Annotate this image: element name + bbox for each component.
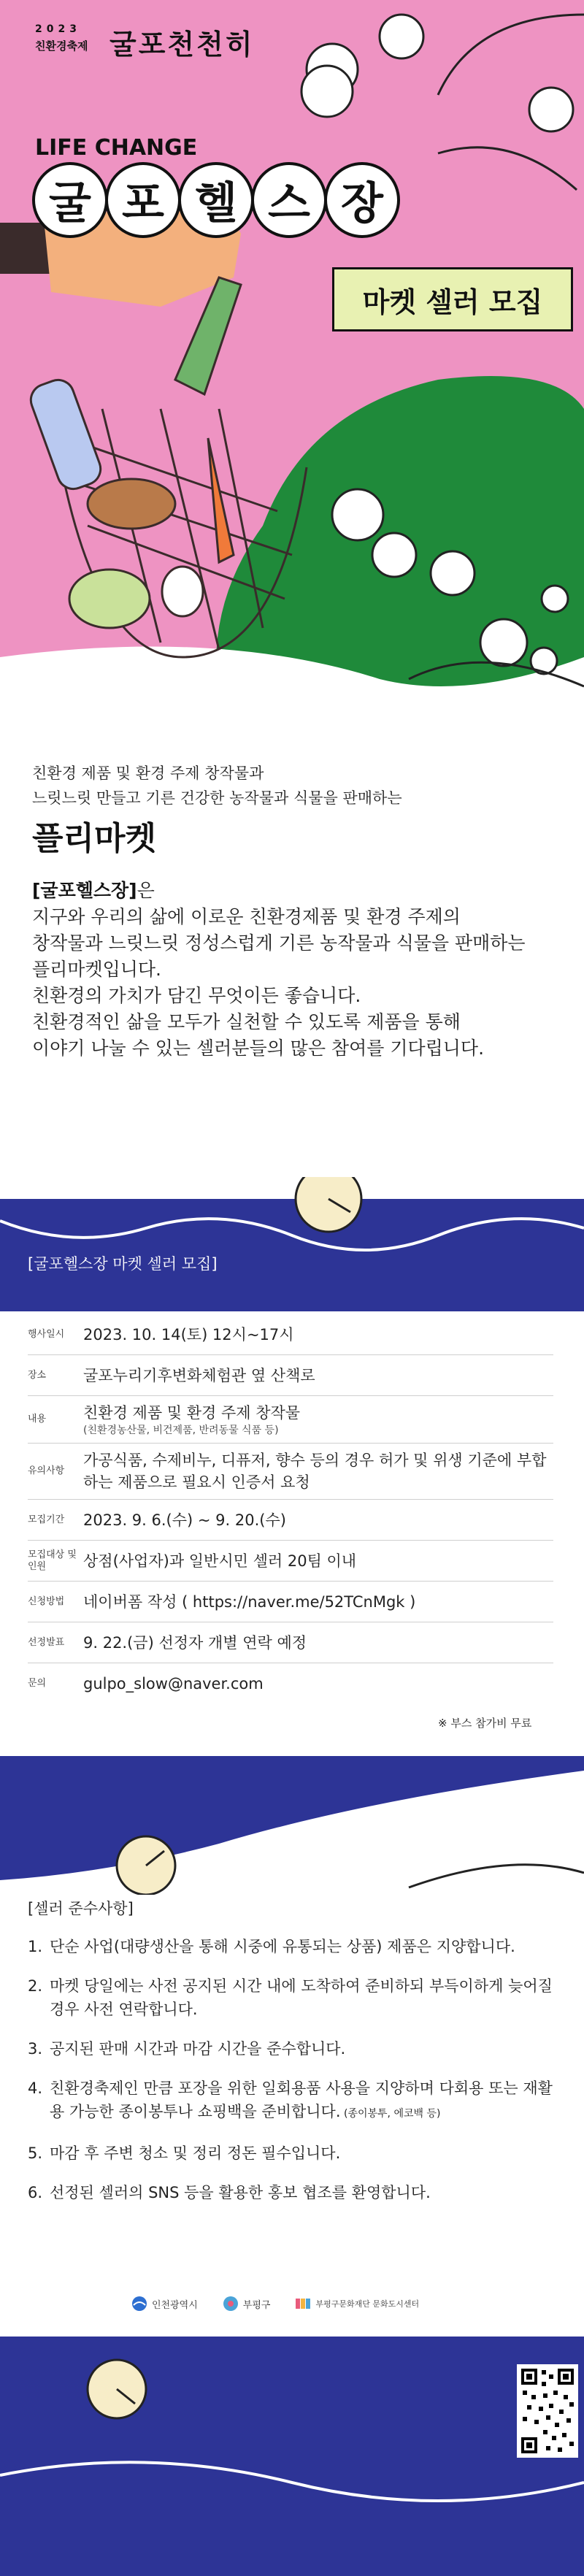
info-label: 모집기간: [28, 1514, 65, 1525]
intro-line: 플리마켓입니다.: [32, 959, 161, 980]
title-char: 스: [251, 162, 327, 238]
curve-line: [438, 147, 577, 190]
fee-note: ※ 부스 참가비 무료: [438, 1717, 532, 1730]
rule-text: 단순 사업(대량생산을 통해 시중에 유통되는 상품) 제품은 지양합니다.: [50, 1938, 515, 1955]
info-value-main: 친환경 제품 및 환경 주제 창작물: [83, 1404, 301, 1422]
brand-subtitle: 친환경축제: [35, 39, 88, 53]
info-value-note: (친환경농산물, 비건제품, 반려동물 식품 등): [83, 1425, 279, 1436]
intro-sub-line: 느릿느릿 만들고 기른 건강한 농작물과 식물을 판매하는: [32, 789, 402, 807]
rule-number: 5.: [28, 2144, 43, 2162]
intro-line-rest: 은: [137, 880, 155, 901]
rule-text: [50, 2077, 561, 2125]
footer-band: [0, 2337, 584, 2576]
info-label: 유의사항: [28, 1465, 65, 1476]
info-label: 행사일시: [28, 1328, 65, 1340]
logo-text: 부평구: [242, 2299, 271, 2311]
rule-number: 1.: [28, 1938, 43, 1955]
rule-text: 마감 후 주변 청소 및 정리 정돈 필수입니다.: [50, 2144, 341, 2162]
qr-code-icon[interactable]: [517, 2364, 578, 2458]
deco-circle: [431, 551, 474, 595]
rule-text-main: 친환경축제인 만큼 포장을 위한 일회용품 사용을 지양하며 다회용 또는 재활용 가능한 종이봉투나 쇼핑백을 준비합니다.: [50, 2079, 553, 2120]
rule-number: 6.: [28, 2184, 43, 2201]
logo-text: 부평구문화재단 문화도시센터: [315, 2299, 420, 2309]
rule-text: 선정된 셀러의 SNS 등을 활용한 홍보 협조를 환영합니다.: [50, 2184, 431, 2201]
info-row: [28, 1314, 553, 1355]
details-section-title: [굴포헬스장 마켓 셀러 모집]: [28, 1255, 218, 1273]
vegetable-shape: [88, 479, 175, 529]
intro-line: 친환경적인 삶을 모두가 실천할 수 있도록 제품을 통해: [32, 1011, 461, 1032]
rule-number: 3.: [28, 2040, 43, 2058]
hero-illustration: [0, 0, 584, 701]
bupyeong-logo-icon: [223, 2296, 239, 2312]
info-row: [28, 1663, 553, 1704]
curve-line: [438, 15, 584, 95]
title-char: 장: [324, 162, 400, 238]
rule-text: 마켓 당일에는 사전 공지된 시간 내에 도착하여 준비하되 부득이하게 늦어질 경우 사전 연락합니다.: [50, 1977, 553, 2018]
intro-line: 친환경의 가치가 담긴 무엇이든 좋습니다.: [32, 985, 361, 1006]
info-value: 가공식품, 수제비누, 디퓨저, 향수 등의 경우 허가 및 위생 기준에 부합하는 제품으로 필요시 인증서 요청: [83, 1452, 547, 1491]
info-value: 굴포누리기후변화체험관 옆 산책로: [83, 1366, 315, 1384]
intro-body: [32, 878, 558, 1062]
intro-line: [32, 878, 558, 904]
info-value: 2023. 9. 6.(수) ~ 9. 20.(수): [83, 1511, 286, 1529]
incheon-logo-icon: [131, 2296, 147, 2312]
foundation-logo-icon: [295, 2296, 311, 2312]
info-row: [28, 1582, 553, 1622]
rule-item: [28, 1974, 561, 2021]
details-band: [0, 1177, 584, 1311]
logo-incheon: [131, 2296, 198, 2312]
info-label: 내용: [28, 1414, 47, 1425]
info-row: [28, 1355, 553, 1396]
intro-line: 이야기 나눌 수 있는 셀러분들의 많은 참여를 기다립니다.: [32, 1038, 485, 1059]
cabbage-shape: [69, 570, 150, 628]
info-label: 모집대상 및 인원: [28, 1549, 77, 1572]
deco-circle: [480, 619, 527, 666]
deco-circle: [301, 66, 353, 117]
bottle-shape: [26, 375, 105, 493]
rule-item: [28, 2037, 561, 2061]
logo-text: 인천광역시: [152, 2299, 198, 2311]
rule-item: [28, 1935, 561, 1958]
title-char: 굴: [32, 162, 108, 238]
deco-circle: [542, 586, 568, 612]
info-label: 문의: [28, 1678, 47, 1689]
contact-email[interactable]: gulpo_slow@naver.com: [83, 1675, 264, 1693]
info-table: [28, 1314, 553, 1704]
rule-text: 공지된 판매 시간과 마감 시간을 준수합니다.: [50, 2040, 346, 2058]
rule-number: 2.: [28, 1977, 43, 1995]
title-char: 헬: [178, 162, 254, 238]
rules-band: [0, 1756, 584, 1895]
info-value: 9. 22.(금) 선정자 개별 연락 예정: [83, 1633, 307, 1652]
deco-circle: [380, 15, 423, 58]
sponsor-logos: [131, 2296, 438, 2312]
recruit-banner: 마켓 셀러 모집: [332, 267, 573, 331]
brand-title: 굴포천천히: [110, 28, 255, 61]
rule-item: [28, 2142, 561, 2165]
rule-item: [28, 2077, 561, 2125]
info-value: 상점(사업자)과 일반시민 셀러 20팀 이내: [83, 1552, 357, 1570]
intro-highlight: [굴포헬스장]: [32, 880, 137, 901]
info-row: [28, 1541, 553, 1582]
hero-section: [0, 0, 584, 701]
info-row: [28, 1444, 553, 1500]
main-title: [32, 162, 397, 238]
intro-line: 지구와 우리의 삶에 이로운 친환경제품 및 환경 주제의: [32, 906, 461, 927]
life-change-label: LIFE CHANGE: [35, 135, 198, 161]
info-value: 2023. 10. 14(토) 12시~17시: [83, 1325, 294, 1343]
info-row: [28, 1622, 553, 1663]
intro-title: 플리마켓: [32, 820, 157, 857]
rule-text-small: (종이봉투, 에코백 등): [340, 2108, 441, 2120]
title-char: 포: [105, 162, 181, 238]
info-value: [83, 1402, 553, 1437]
info-label: 장소: [28, 1369, 47, 1381]
deco-circle: [372, 533, 416, 577]
info-label: 선정발표: [28, 1636, 65, 1648]
info-row: [28, 1396, 553, 1444]
logo-foundation: [295, 2296, 419, 2312]
deco-circle: [529, 88, 573, 131]
rules-list: [28, 1935, 561, 2220]
brand-year: 2023: [35, 23, 81, 35]
intro-sub-line: 친환경 제품 및 환경 주제 창작물과: [32, 764, 264, 782]
intro-line: 창작물과 느릿느릿 정성스럽게 기른 농작물과 식물을 판매하는: [32, 932, 526, 954]
rules-title: [셀러 준수사항]: [28, 1900, 134, 1917]
rule-item: [28, 2181, 561, 2204]
carrot-shape: [208, 438, 234, 562]
deco-circle: [332, 489, 383, 540]
signup-link[interactable]: 네이버폼 작성 ( https://naver.me/52TCnMgk ): [83, 1592, 416, 1611]
info-label: 신청방법: [28, 1595, 65, 1607]
rule-number: 4.: [28, 2079, 43, 2097]
logo-bupyeong: [223, 2296, 271, 2312]
intro-subtitle: [32, 761, 402, 810]
info-row: [28, 1500, 553, 1541]
egg-shape: [162, 567, 203, 616]
